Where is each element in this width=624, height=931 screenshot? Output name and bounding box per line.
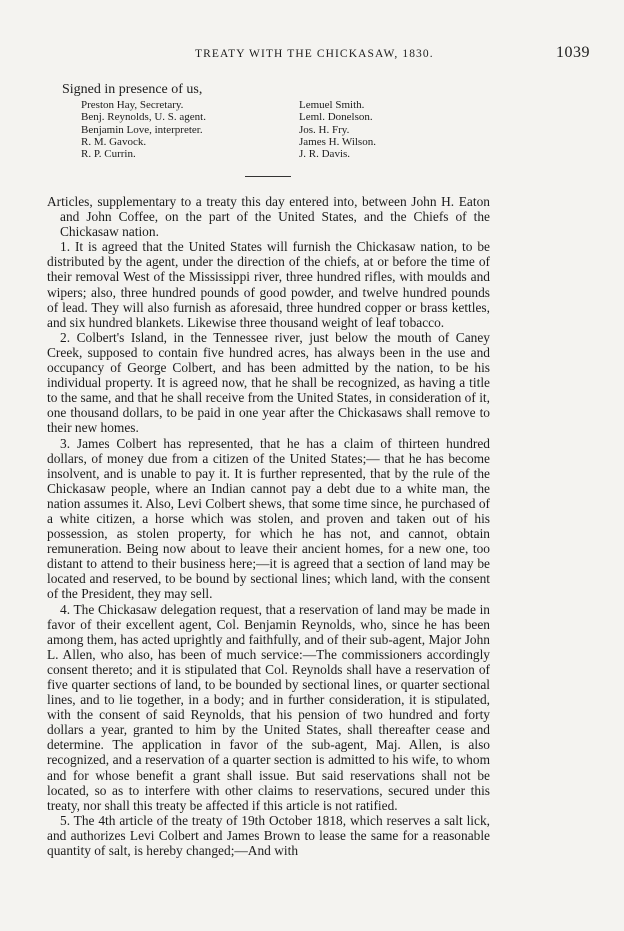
- witness-name: Leml. Donelson.: [299, 111, 373, 124]
- page-number: 1039: [556, 44, 590, 61]
- witness-name: J. R. Davis.: [299, 148, 351, 161]
- witness-name: R. M. Gavock.: [81, 135, 147, 148]
- signatures-intro: Signed in presence of us,: [62, 82, 203, 97]
- treaty-text: [47, 194, 490, 858]
- witness-name: Jos. H. Fry.: [299, 123, 350, 136]
- running-head: TREATY WITH THE CHICKASAW, 1830.: [195, 48, 434, 60]
- witness-name: Preston Hay, Secretary.: [81, 99, 184, 111]
- preamble-paragraph: Articles, supplementary to a treaty this day entered into, between John H. Eaton and John Coffee, on the part of the United States, and the Chiefs of the Chickasaw nation.: [47, 194, 490, 240]
- witness-name: Lemuel Smith.: [299, 99, 365, 111]
- witness-name: R. P. Currin.: [81, 148, 136, 161]
- section-divider: [245, 176, 291, 177]
- article-4: 4. The Chickasaw delegation request, that a reservation of land may be made in favor of their excellent agent, Col. Benjamin Reynolds, who, since he has been among them, has acted uprightly and faithfully, and of their sub-agent, Major John L. Allen, who also, has been of much service:—The commissioners accordingly consent thereto; and it is stipulated that Col. Reynolds shall have a reservation of five quarter sections of land, to be bounded by sectional lines, or quarter sectional lines, and to lie together, in a body; and in further consideration, it is stipulated, with the consent of said Reynolds, that his pension of two hundred and forty dollars a year, granted to him by the United States, shall thereafter cease and determine. The application in favor of the sub-agent, Maj. Allen, is also recognized, and a reservation of a quarter section is admitted to his wife, to whom and for whose benefit a grant shall issue. But said reservations shall not be located, so as to interfere with other claims to reservations, secured under this treaty, nor shall this treaty be affected if this article is not ratified.: [47, 601, 490, 813]
- article-5: 5. The 4th article of the treaty of 19th October 1818, which reserves a salt lick, and authorizes Levi Colbert and James Brown to lease the same for a reasonable quantity of salt, is hereby changed;—And with: [47, 812, 490, 859]
- witness-list-right: [299, 99, 376, 160]
- article-2: 2. Colbert's Island, in the Tennessee river, just below the mouth of Caney Creek, supposed to contain five hundred acres, has always been in the use and occupancy of George Colbert, and has been admitted by the nation, to be his individual property. It is agreed now, that he shall be recognized, as having a title to the same, and that he shall receive from the United States, in consideration of it, one thousand dollars, to be paid in one year after the Chickasaws shall remove to their new homes.: [47, 329, 490, 436]
- witness-name: James H. Wilson.: [299, 135, 376, 148]
- witness-name: Benj. Reynolds, U. S. agent.: [81, 111, 206, 124]
- article-1: 1. It is agreed that the United States will furnish the Chickasaw nation, to be distributed by the agent, under the direction of the chiefs, at or before the time of their removal West of the Mississippi river, three hundred rifles, with moulds and wipers; also, three hundred pounds of good powder, and twelve hundred pounds of lead. They will also furnish as aforesaid, three hundred copper or brass kettles, and six hundred blankets. Likewise three thousand weight of leaf tobacco.: [47, 239, 490, 330]
- witness-name: Benjamin Love, interpreter.: [81, 123, 203, 136]
- witness-list-left: [81, 99, 206, 160]
- article-3: 3. James Colbert has represented, that he has a claim of thirteen hundred dollars, of money due from a citizen of the United States;— that he has become insolvent, and is unable to pay it. It is further represented, that by the rule of the Chickasaw people, where an Indian cannot pay a debt due to a white man, the nation assumes it. Also, Levi Colbert shews, that some time since, he purchased of a white citizen, a horse which was stolen, and proven and taken out of his possession, as stolen property, for which he has not, and cannot, obtain remuneration. Being now about to leave their ancient homes, for a new one, too distant to attend to their business here;—it is agreed that a section of land may be located and reserved, to be bound by sectional lines; which land, with the consent of the President, they may sell.: [47, 435, 490, 602]
